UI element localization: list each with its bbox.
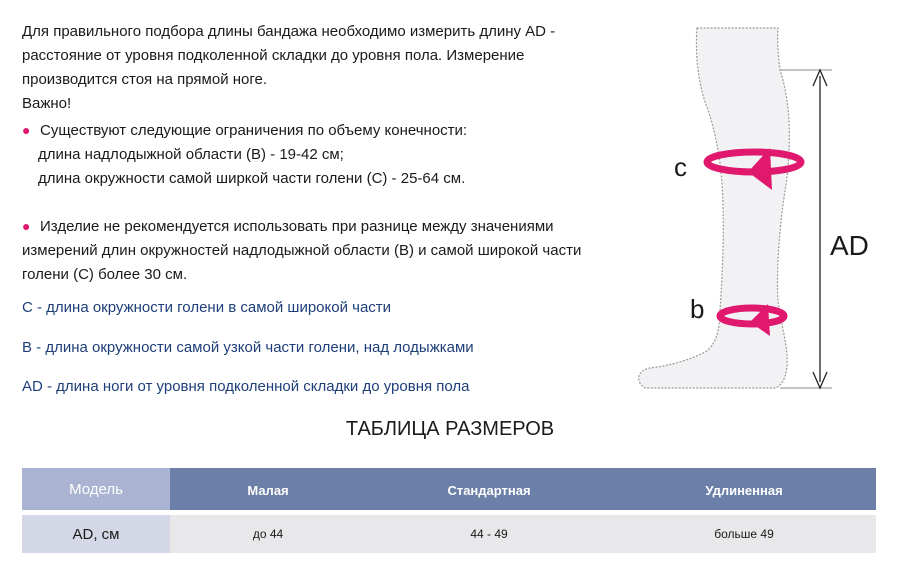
bullet-line: измерений длин окружностей надлодыжной области (В) и самой широкой части	[22, 242, 582, 259]
bullet-dot-icon: ●	[22, 218, 31, 234]
bullet-line: голени (С) более 30 см.	[22, 266, 188, 283]
legend-b: В - длина окружности самой узкой части голени, над лодыжками	[22, 339, 474, 356]
legend-ad: AD - длина ноги от уровня подколенной складки до уровня пола	[22, 378, 470, 395]
header-standard: Стандартная	[447, 483, 531, 498]
header-small: Малая	[247, 483, 289, 498]
bullet-line: длина надлодыжной области (В) - 19-42 см;	[38, 146, 344, 163]
intro-line: Для правильного подбора длины бандажа необходимо измерить длину AD -	[22, 23, 556, 40]
table-row	[22, 515, 876, 553]
leg-outline	[639, 28, 790, 388]
intro-line: расстояние от уровня подколенной складки до уровня пола. Измерение	[22, 47, 525, 64]
leg-measurement-diagram	[600, 0, 900, 400]
value-long: больше 49	[714, 527, 774, 541]
legend-c: С - длина окружности голени в самой широкой части	[22, 299, 392, 316]
header-cells	[170, 468, 876, 510]
row-label: AD, см	[22, 515, 170, 553]
intro-line: производится стоя на прямой ноге.	[22, 71, 268, 88]
c-label: c	[674, 152, 687, 182]
bullet-dot-icon: ●	[22, 122, 31, 138]
bullet-line: длина окружности самой ширкой части голени (С) - 25-64 см.	[38, 170, 466, 187]
row-cells	[170, 515, 876, 553]
b-label: b	[690, 294, 705, 324]
size-table	[22, 468, 876, 553]
value-small: до 44	[252, 527, 284, 541]
intro-text	[22, 20, 612, 116]
bullet-head: Изделие не рекомендуется использовать при разнице между значениями	[40, 218, 554, 235]
header-model: Модель	[22, 468, 170, 510]
ad-label: AD	[830, 230, 869, 261]
value-standard: 44 - 49	[470, 527, 508, 541]
bullet-limits	[22, 118, 467, 191]
important-label: Важно!	[22, 95, 72, 112]
table-title: ТАБЛИЦА РАЗМЕРОВ	[345, 418, 555, 440]
bullet-head: Существуют следующие ограничения по объему конечности:	[40, 122, 468, 139]
header-long: Удлиненная	[705, 483, 783, 498]
bullet-warning	[22, 214, 581, 287]
table-header-row	[22, 468, 876, 510]
